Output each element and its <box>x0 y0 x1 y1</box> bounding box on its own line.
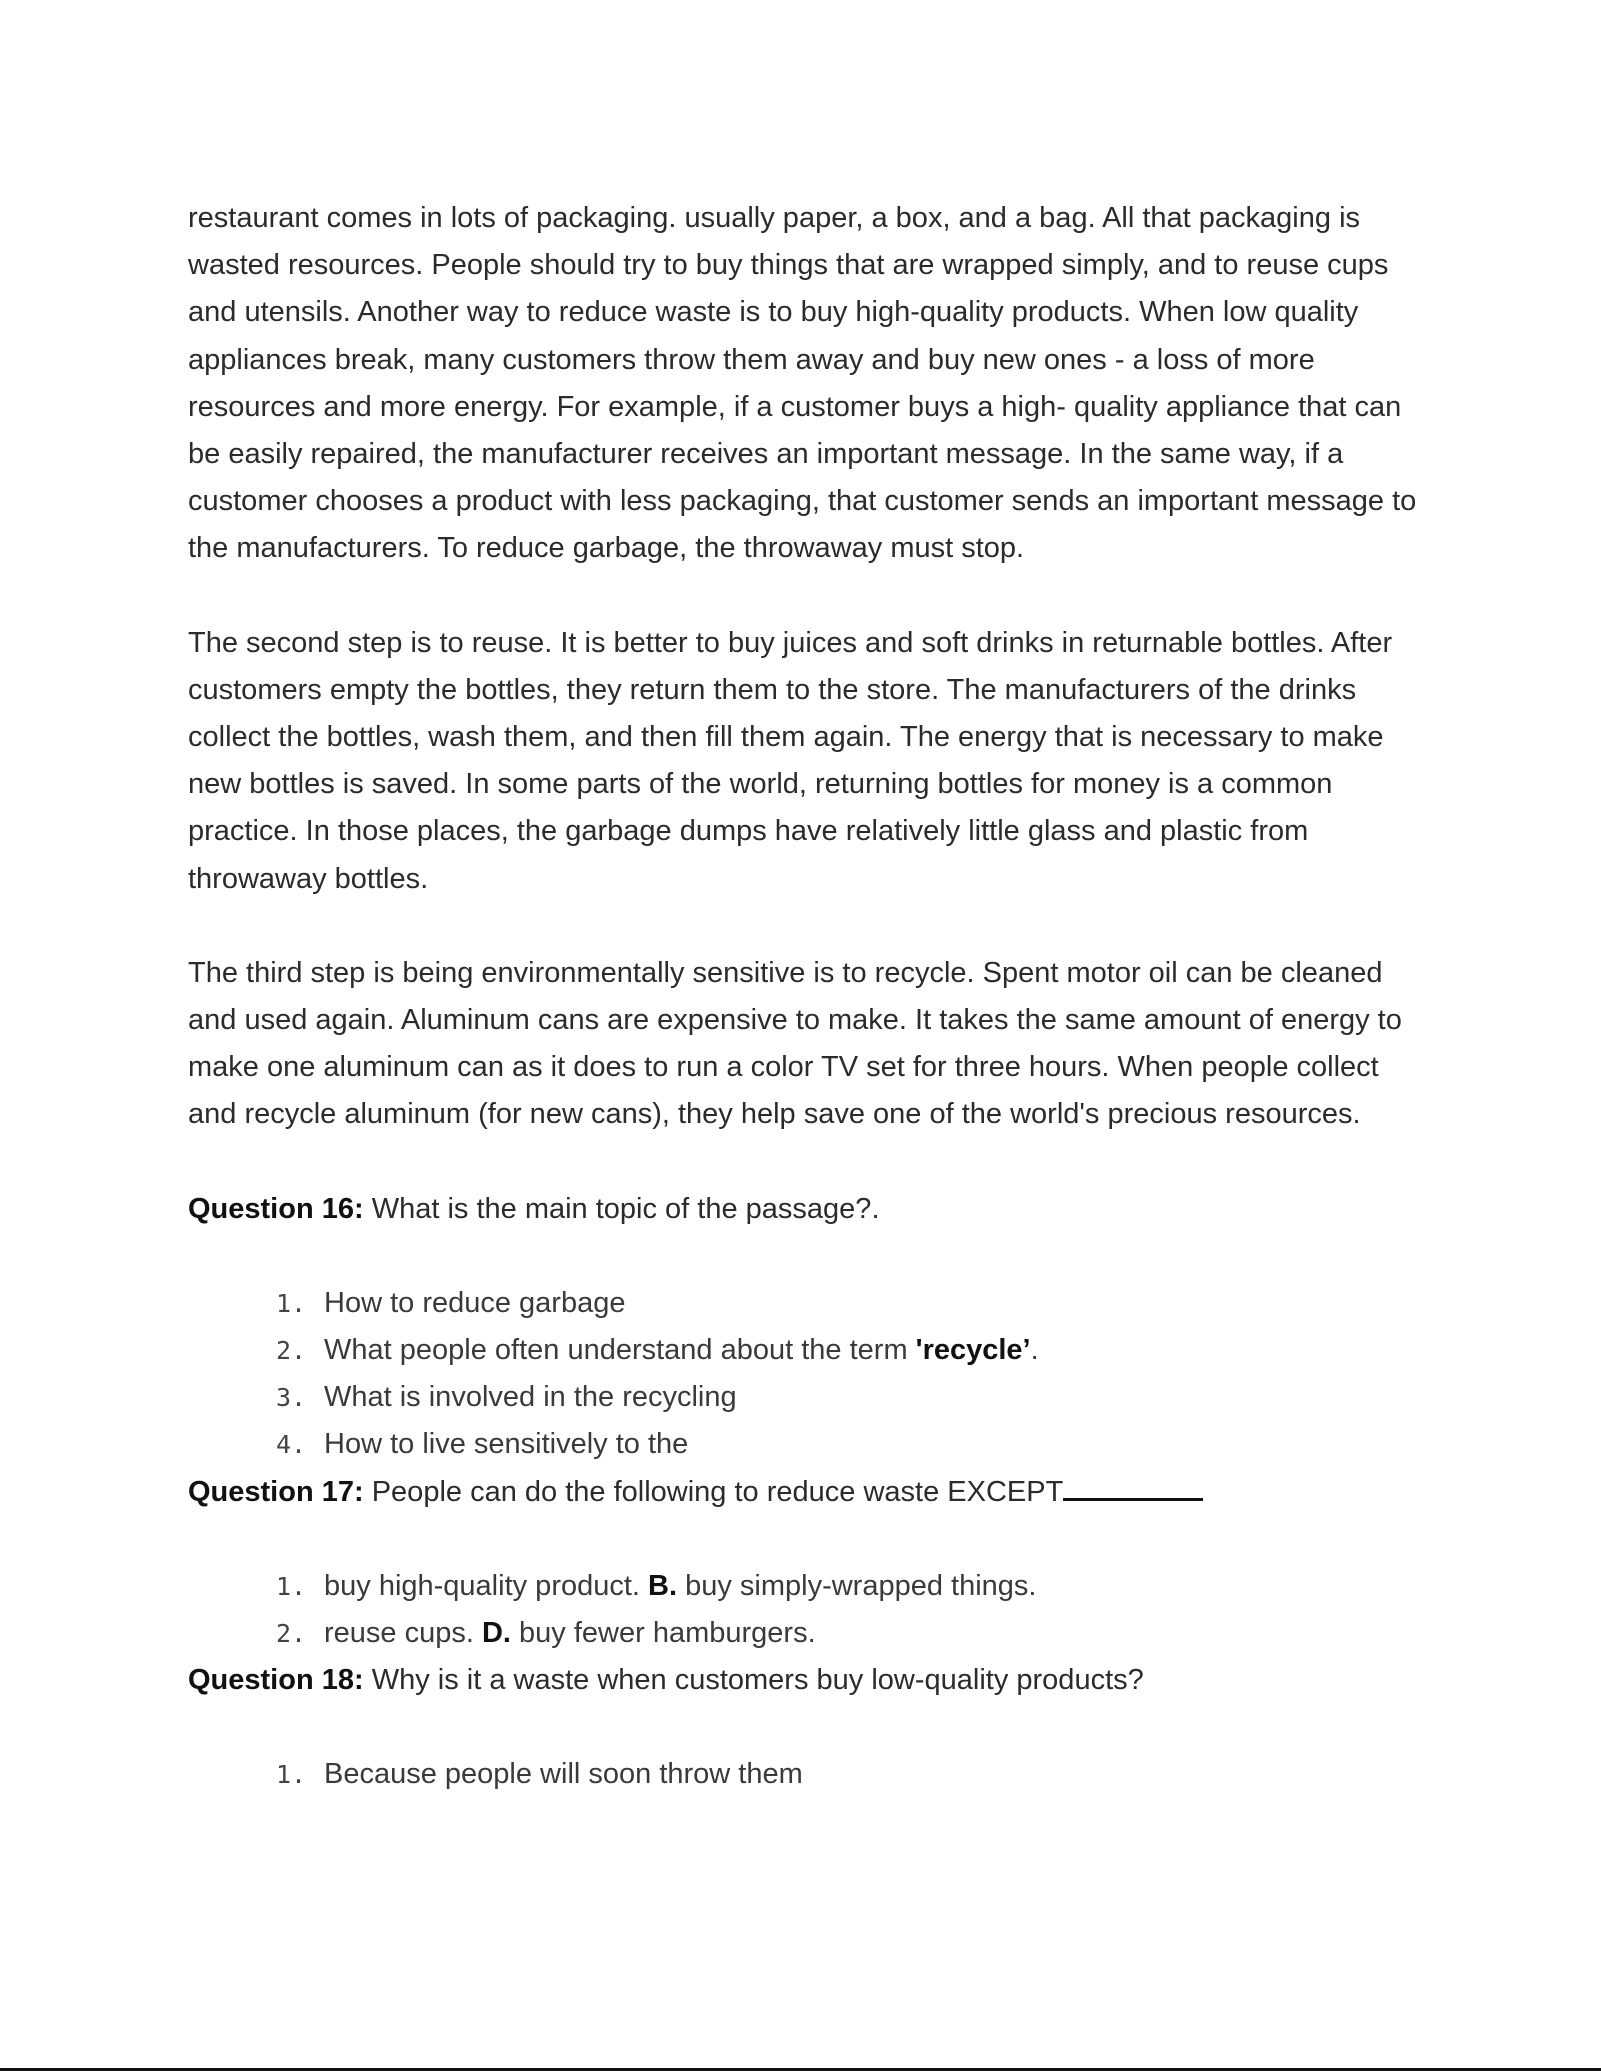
option-item <box>188 1751 1418 1798</box>
option-text: How to reduce garbage <box>324 1286 626 1319</box>
option-text-end: . <box>1030 1334 1039 1367</box>
question-17 <box>188 1469 1418 1516</box>
option-letter: B. <box>648 1569 678 1602</box>
option-number: 3. <box>276 1383 307 1413</box>
option-text: buy high-quality product. <box>324 1569 649 1602</box>
question-16-options <box>188 1280 1418 1469</box>
option-item <box>188 1610 1418 1657</box>
option-number: 4. <box>276 1430 307 1460</box>
option-text: What people often understand about the term <box>324 1334 916 1367</box>
option-item <box>188 1280 1418 1327</box>
question-18 <box>188 1657 1418 1704</box>
option-text-end: buy fewer hamburgers. <box>510 1617 816 1650</box>
spacer <box>188 1516 1418 1563</box>
question-18-label: Question 18: <box>188 1664 364 1697</box>
question-17-options <box>188 1563 1418 1657</box>
question-16 <box>188 1186 1418 1233</box>
passage-paragraph-3: The third step is being environmentally sensitive is to recycle. Spent motor oil can be cleaned and used again. Aluminum cans are expensive to make. It takes the same amount of energy to make one aluminum can as it does to run a color TV set for three hours. When people collect and recycle aluminum (for new cans), they help save one of the world's precious resources. <box>188 956 1402 1131</box>
question-16-label: Question 16: <box>188 1192 364 1225</box>
option-item <box>188 1421 1418 1468</box>
option-term-bold: 'recycle’ <box>915 1334 1031 1367</box>
spacer <box>188 1704 1418 1751</box>
option-text-end: buy simply-wrapped things. <box>677 1569 1037 1602</box>
option-text: reuse cups. <box>324 1617 482 1650</box>
option-number: 1. <box>276 1760 307 1790</box>
option-text: Because people will soon throw them <box>324 1758 803 1791</box>
answer-blank <box>1063 1476 1203 1501</box>
question-17-text: People can do the following to reduce waste EXCEPT <box>363 1475 1064 1508</box>
question-18-options <box>188 1751 1418 1798</box>
option-number: 1. <box>276 1571 307 1601</box>
option-letter: D. <box>481 1617 511 1650</box>
spacer <box>188 1233 1418 1280</box>
option-item <box>188 1374 1418 1421</box>
option-text: What is involved in the recycling <box>324 1381 737 1414</box>
document-page <box>188 195 1418 1799</box>
option-item <box>188 1563 1418 1610</box>
question-17-label: Question 17: <box>188 1475 364 1508</box>
passage-paragraph-1: restaurant comes in lots of packaging. usually paper, a box, and a bag. All that packaging is wasted resources. People should try to buy things that are wrapped simply, and to reuse cups and utensils. Another way to reduce waste is to buy high-quality products. When low quality appliances break, many customers throw them away and buy new ones - a loss of more resources and more energy. For example, if a customer buys a high- quality appliance that can be easily repaired, the manufacturer receives an important message. In the same way, if a customer chooses a product with less packaging, that customer sends an important message to the manufacturers. To reduce garbage, the throwaway must stop. <box>188 202 1417 565</box>
option-text: How to live sensitively to the <box>324 1428 689 1461</box>
passage-paragraph-2: The second step is to reuse. It is better to buy juices and soft drinks in returnable bottles. After customers empty the bottles, they return them to the store. The manufacturers of the drinks collect the bottles, wash them, and then fill them again. The energy that is necessary to make new bottles is saved. In some parts of the world, returning bottles for money is a common practice. In those places, the garbage dumps have relatively little glass and plastic from throwaway bottles. <box>188 626 1393 895</box>
option-number: 1. <box>276 1288 307 1318</box>
option-number: 2. <box>276 1336 307 1366</box>
question-16-text: What is the main topic of the passage?. <box>363 1192 880 1225</box>
option-number: 2. <box>276 1619 307 1649</box>
option-item <box>188 1327 1418 1374</box>
question-18-text: Why is it a waste when customers buy low-quality products? <box>363 1664 1144 1697</box>
